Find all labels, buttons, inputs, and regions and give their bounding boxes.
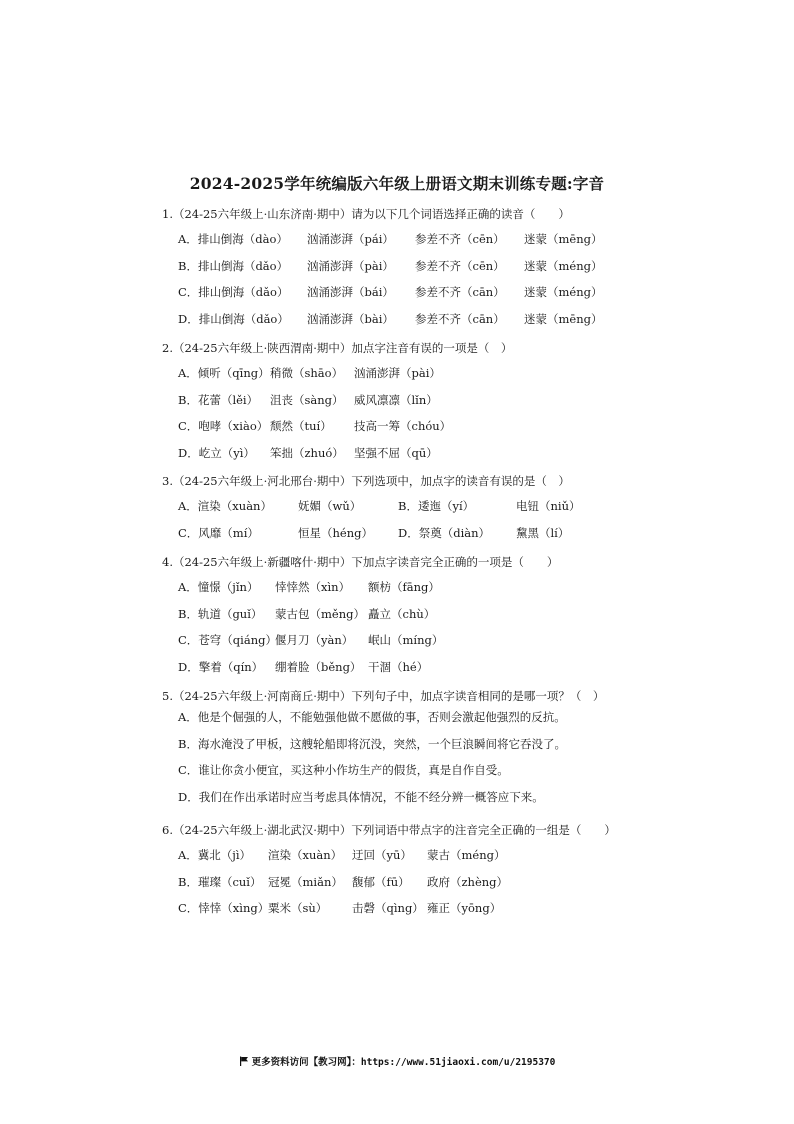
option-cell: 矗立（chù）	[368, 606, 436, 621]
question-5	[162, 688, 762, 811]
question-1	[162, 206, 762, 333]
option-row	[162, 654, 762, 681]
option-cell: B．璀璨（cuǐ）	[178, 874, 262, 889]
option-row	[162, 842, 762, 869]
option-cell: 坚强不屈（qū）	[354, 446, 438, 461]
option-cell: 沮丧（sàng）	[270, 392, 344, 407]
option-cell: 蒙古（méng）	[427, 848, 506, 862]
option-row	[162, 520, 762, 547]
option-cell: 冠冕（miǎn）	[268, 874, 343, 889]
footer-text: 更多资料访问【教习网】：https://www.51jiaoxi.com/u/2195370	[251, 1057, 556, 1068]
option-cell: C．排山倒海（dǎo）	[178, 285, 289, 300]
option-cell: A．渲染（xuàn）	[178, 499, 272, 513]
question-stem: 6.（24-25六年级上·湖北武汉·期中）下列词语中带点字的注音完全正确的一组是（ ）	[162, 823, 616, 837]
option-cell: 汹涌澎湃（pái）	[307, 232, 394, 246]
option-cell: 汹涌澎湃（bài）	[307, 312, 394, 327]
question-stem: 5.（24-25六年级上·河南商丘·期中）下列句子中，加点字读音相同的是哪一项？（ ）	[162, 689, 605, 703]
option-row	[162, 440, 762, 467]
question-3	[162, 473, 762, 546]
options	[162, 489, 762, 546]
question-2	[162, 340, 762, 467]
option-row	[162, 574, 762, 601]
page-title: 2024-2025学年统编版六年级上册语文期末训练专题:字音	[189, 174, 605, 193]
option-cell: 笨拙（zhuó）	[270, 446, 344, 461]
option-cell: C．苍穹（qiáng）	[178, 633, 277, 648]
option-cell: 妩媚（wǔ）	[298, 499, 362, 513]
option-row	[162, 869, 762, 896]
option-sentence: B．海水淹没了甲板，这艘轮船即将沉没，突然，一个巨浪瞬间将它吞没了。	[178, 736, 566, 751]
question-stem: 4.（24-25六年级上·新疆喀什·期中）下加点字读音完全正确的一项是（ ）	[162, 555, 559, 569]
option-cell: 干涸（hé）	[368, 660, 429, 675]
option-cell: 渲染（xuàn）	[268, 848, 343, 862]
option-row	[162, 493, 762, 520]
option-cell: C．风靡（mí）	[178, 525, 259, 540]
option-cell: 汹涌澎湃（bái）	[307, 285, 394, 300]
question-stem: 1.（24-25六年级上·山东济南·期中）请为以下几个词语选择正确的读音（ ）	[162, 207, 570, 221]
option-row	[162, 895, 762, 922]
option-cell: B．花蕾（lěi）	[178, 392, 259, 407]
option-cell: A．倾听（qīng）	[178, 366, 270, 380]
option-cell: 击磬（qìng）	[352, 901, 424, 916]
options	[162, 704, 762, 811]
option-cell: 技高一筹（chóu）	[354, 419, 452, 434]
option-cell: 迷蒙（méng）	[524, 285, 603, 300]
option-cell: A．憧憬（jǐn）	[178, 580, 259, 594]
option-row	[162, 413, 762, 440]
options	[162, 356, 762, 467]
option-sentence: D．我们在作出承诺时应当考虑具体情况，不能不经分辨一概答应下来。	[178, 790, 544, 805]
option-cell: 汹涌澎湃（pài）	[354, 366, 441, 380]
option-cell: B．逶迤（yí）	[398, 499, 475, 513]
option-row	[162, 279, 762, 306]
option-cell: B．轨道（guǐ）	[178, 606, 263, 621]
option-cell: C．悻悻（xìng）	[178, 901, 270, 916]
options	[162, 222, 762, 333]
option-row	[162, 253, 762, 280]
option-row	[162, 226, 762, 253]
option-cell: 悻悻然（xìn）	[275, 580, 351, 594]
option-sentence: C．谁让你贪小便宜，买这种小作坊生产的假货，真是自作自受。	[178, 763, 509, 778]
option-cell: 粟米（sù）	[268, 901, 328, 916]
option-cell: 颓然（tuí）	[270, 419, 332, 434]
option-cell: A．排山倒海（dào）	[178, 232, 288, 246]
option-cell: D．祭奠（diàn）	[398, 525, 491, 540]
question-stem: 3.（24-25六年级上·河北邢台·期中）下列选项中，加点字的读音有误的是（ ）	[162, 474, 570, 488]
option-cell: 参差不齐（cān）	[415, 285, 505, 300]
option-row	[162, 387, 762, 414]
option-cell: A．冀北（jì）	[178, 848, 252, 862]
question-4	[162, 554, 762, 681]
option-cell: 汹涌澎湃（pài）	[307, 258, 394, 273]
option-row	[162, 627, 762, 654]
option-cell: 稍微（shāo）	[270, 366, 344, 380]
option-cell: D．擎着（qín）	[178, 660, 264, 675]
option-sentence: A．他是个倔强的人，不能勉强他做不愿做的事，否则会激起他强烈的反抗。	[178, 710, 566, 724]
option-cell: 迂回（yū）	[352, 848, 412, 862]
option-cell: 威风凛凛（lǐn）	[354, 392, 438, 407]
option-cell: B．排山倒海（dǎo）	[178, 258, 289, 273]
option-cell: 偃月刀（yàn）	[275, 633, 354, 648]
flag-icon	[239, 1056, 249, 1069]
option-cell: 额枋（fāng）	[368, 580, 440, 594]
option-cell: 雍正（yōng）	[427, 901, 502, 916]
option-cell: 馥郁（fū）	[352, 874, 410, 889]
option-row	[162, 360, 762, 387]
option-cell: C．咆哮（xiào）	[178, 419, 269, 434]
options	[162, 838, 762, 922]
option-cell: 绷着脸（běng）	[275, 660, 362, 675]
option-cell: 参差不齐（cēn）	[415, 232, 505, 246]
footer-link[interactable]	[0, 1054, 794, 1069]
question-stem: 2.（24-25六年级上·陕西渭南·期中）加点字注音有误的一项是（ ）	[162, 341, 513, 355]
option-row	[162, 306, 762, 333]
options	[162, 570, 762, 681]
option-cell: 迷蒙（méng）	[524, 258, 603, 273]
option-cell: 参差不齐（cēn）	[415, 258, 505, 273]
option-cell: 岷山（míng）	[368, 633, 444, 648]
option-cell: D．屹立（yì）	[178, 446, 255, 461]
option-cell: 政府（zhèng）	[427, 874, 509, 889]
option-cell: 恒星（héng）	[298, 525, 373, 540]
option-cell: 迷蒙（mēng）	[524, 232, 603, 246]
option-cell: 电钮（niǔ）	[516, 499, 581, 513]
option-cell: 参差不齐（cān）	[415, 312, 505, 327]
option-row	[162, 601, 762, 628]
option-cell: 黧黑（lí）	[516, 525, 570, 540]
option-cell: 蒙古包（měng）	[275, 606, 365, 621]
question-6	[162, 822, 762, 922]
option-cell: D．排山倒海（dǎo）	[178, 312, 289, 327]
option-cell: 迷蒙（mēng）	[524, 312, 603, 327]
